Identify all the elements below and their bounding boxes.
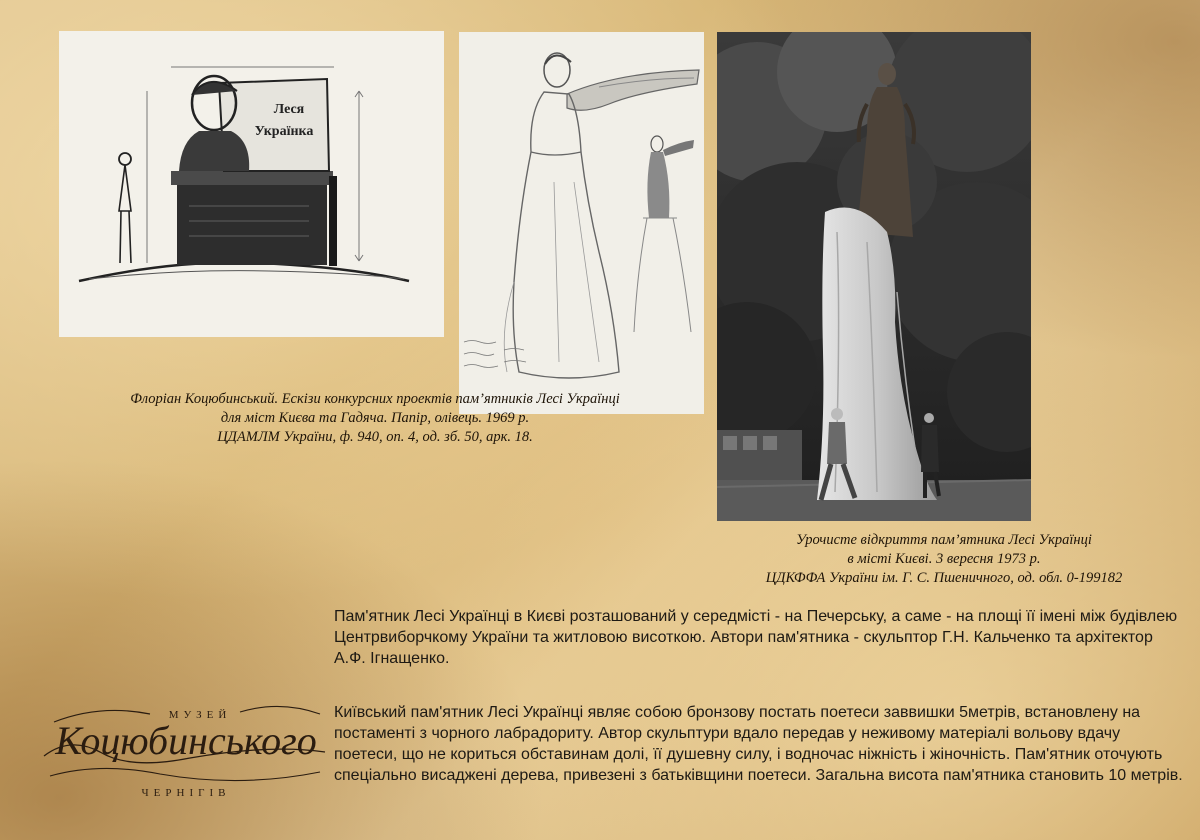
museum-logo	[40, 692, 332, 810]
logo-text-main: Коцюбинського	[55, 718, 317, 763]
sketches-caption-line3: ЦДАМЛМ України, ф. 940, оп. 4, од. зб. 50, арк. 18.	[217, 429, 533, 445]
monument-opening-photo	[717, 32, 1031, 521]
opening-photo-caption	[705, 531, 1183, 588]
opening-caption-line3: ЦДКФФА України ім. Г. С. Пшеничного, од. обл. 0-199182	[765, 570, 1123, 586]
sketch-monument-drawing	[59, 31, 444, 337]
description-paragraph-1: Пам'ятник Лесі Українці в Києві розташований у середмісті - на Печерську, а саме - на площі її імені між будівлею Центрвиборчкому України та житловою висоткою. Автори пам'ятника - скульптор Г.Н. Кальченко та архітектор А.Ф. Ігнащенко.	[334, 608, 1178, 667]
plaque-text-top: Леся	[273, 102, 305, 117]
opening-caption-line2: в місті Києві. 3 вересня 1973 р.	[847, 551, 1041, 567]
sketches-caption-line1: Флоріан Коцюбинський. Ескізи конкурсних проектів пам’ятників Лесі Українці	[130, 391, 620, 407]
museum-logo-graphic	[40, 692, 332, 810]
logo-text-top: МУЗЕЙ	[168, 709, 232, 721]
monument-opening-illustration	[717, 32, 1031, 521]
plaque-text-bottom: Українка	[254, 124, 314, 139]
sketch-figure-image	[459, 32, 704, 414]
sketches-caption	[40, 390, 710, 447]
sketch-figure-drawing	[459, 32, 704, 414]
sketches-caption-line2: для міст Києва та Гадяча. Папір, олівець. 1969 р.	[220, 410, 530, 426]
description-paragraph-2: Київський пам'ятник Лесі Українці являє собою бронзову постать поетеси заввишки 5метрів, встановлену на постаменті з чорного лабрадориту. Автор скульптури вдало передав у неживому матеріалі вольову вдачу поетеси, що не кориться обставинам долі, її душевну силу, і водночас ніжність і жіночність. Пам'ятник оточують спеціально висаджені дерева, привезені з батьківщини поетеси. Загальна висота пам'ятника становить 10 метрів.	[334, 704, 1183, 784]
opening-caption-line1: Урочисте відкриття пам’ятника Лесі Українці	[796, 532, 1092, 548]
sketch-monument-project-image	[59, 31, 444, 337]
logo-text-bottom: ЧЕРНІГІВ	[141, 787, 231, 799]
